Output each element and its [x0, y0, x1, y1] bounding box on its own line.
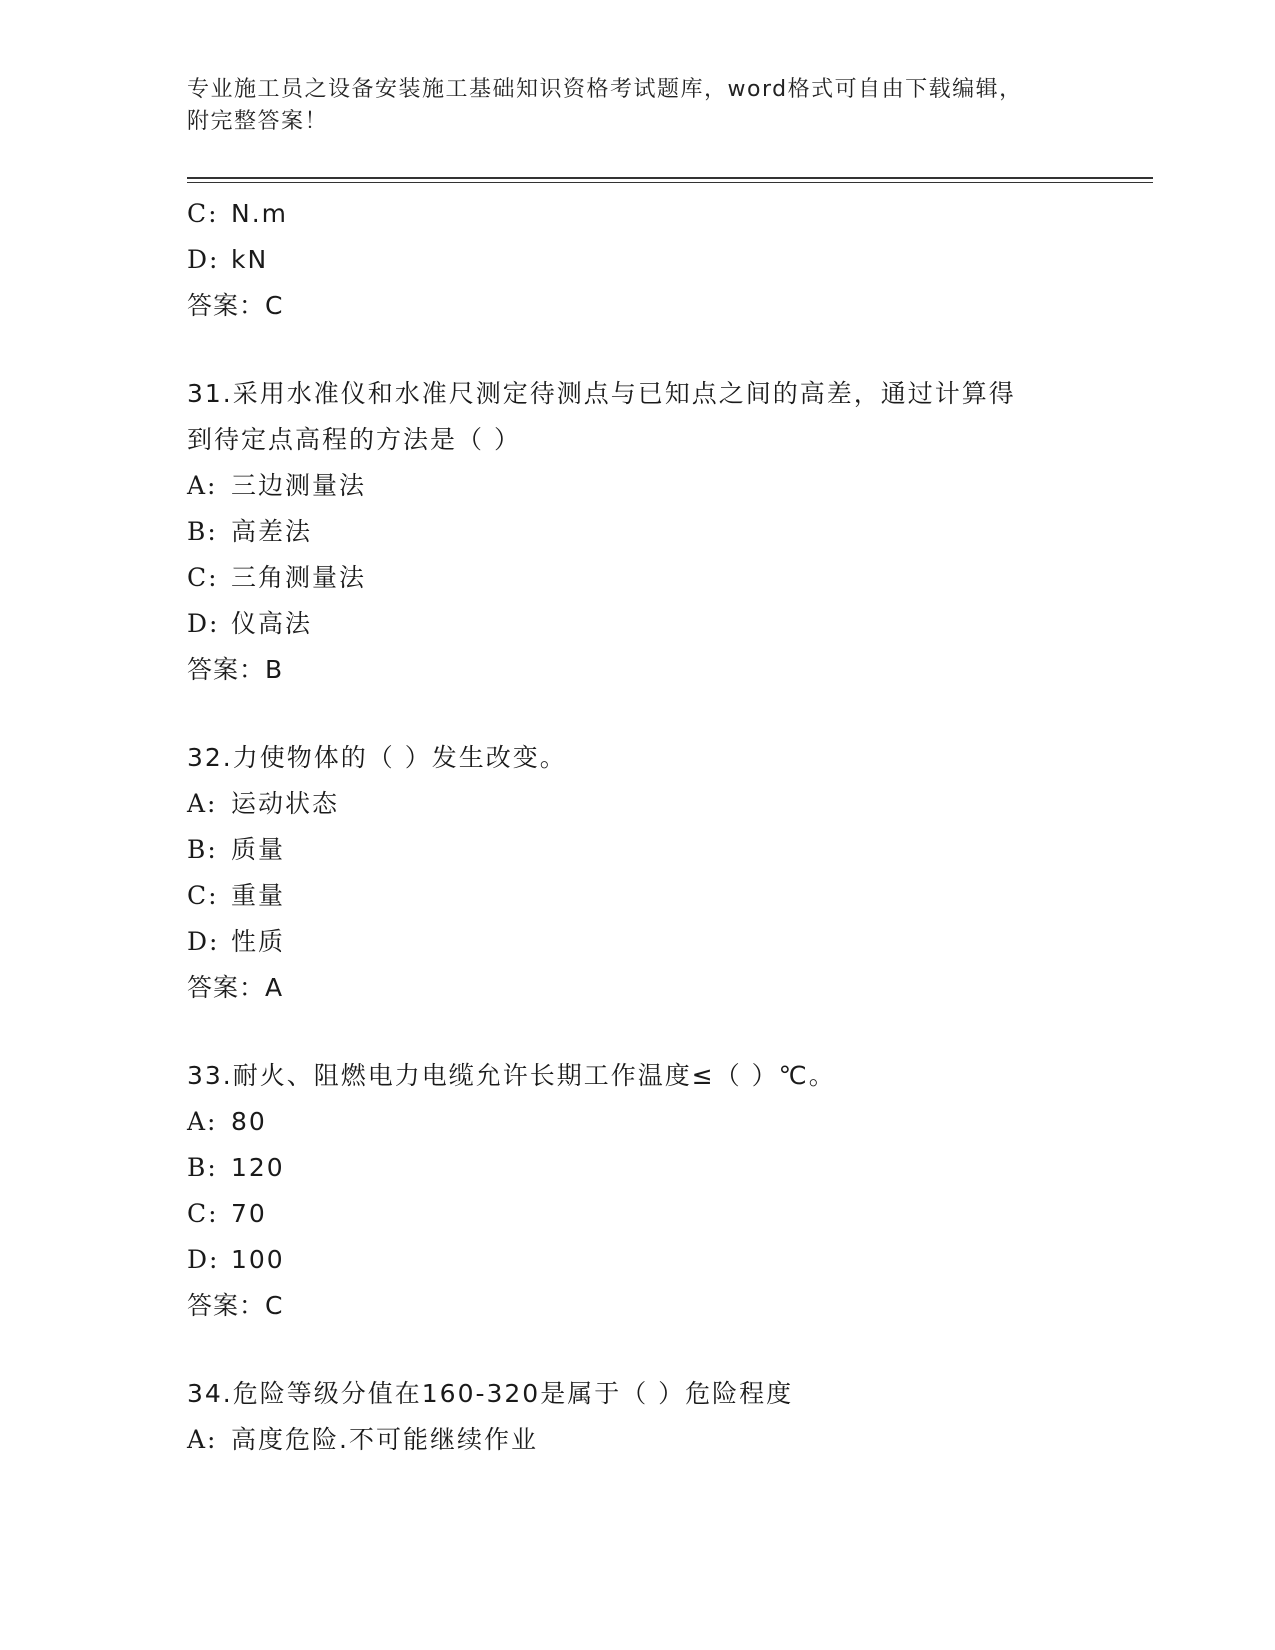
option-d — [187, 601, 1087, 647]
option-letter: D: — [187, 609, 220, 638]
option-b — [187, 827, 1087, 873]
option-b — [187, 509, 1087, 555]
option-text: 高度危险.不可能继续作业 — [231, 1425, 538, 1454]
option-text: 三边测量法 — [231, 471, 367, 500]
question-30-tail — [187, 191, 1087, 329]
option-text: 重量 — [231, 881, 286, 910]
question-stem-line-1: 31.采用水准仪和水准尺测定待测点与已知点之间的高差，通过计算得 — [187, 379, 1016, 408]
option-c — [187, 873, 1087, 919]
question-list — [187, 191, 1087, 1463]
option-c — [187, 1191, 1087, 1237]
question-stem-line-1: 34.危险等级分值在160-320是属于（ ）危险程度 — [187, 1379, 794, 1408]
option-d — [187, 1237, 1087, 1283]
answer-line: 答案：A — [187, 973, 284, 1002]
option-letter: A: — [187, 789, 218, 818]
option-letter: B: — [187, 1153, 218, 1182]
option-text: 70 — [231, 1199, 267, 1228]
option-text: 120 — [231, 1153, 285, 1182]
option-text: 三角测量法 — [231, 563, 367, 592]
option-letter: A: — [187, 471, 218, 500]
question-32 — [187, 735, 1087, 1011]
option-text: 质量 — [231, 835, 286, 864]
answer-line: 答案：B — [187, 655, 284, 684]
header-divider-thin — [187, 182, 1153, 183]
option-text: 100 — [231, 1245, 285, 1274]
question-stem-line-2: 到待定点高程的方法是（ ） — [187, 425, 521, 454]
question-stem-line-1: 33.耐火、阻燃电力电缆允许长期工作温度≤（ ）℃。 — [187, 1061, 836, 1090]
question-31 — [187, 371, 1087, 693]
option-a — [187, 1417, 1087, 1463]
question-34 — [187, 1371, 1087, 1463]
option-letter: D: — [187, 927, 220, 956]
header-title-line-2: 附完整答案！ — [187, 109, 329, 134]
option-c — [187, 191, 1087, 237]
option-text: 80 — [231, 1107, 267, 1136]
option-b — [187, 1145, 1087, 1191]
option-a — [187, 781, 1087, 827]
option-letter: C: — [187, 199, 219, 228]
option-text: N.m — [231, 199, 289, 228]
option-letter: A: — [187, 1425, 218, 1454]
header-title-line-1: 专业施工员之设备安装施工基础知识资格考试题库，word格式可自由下载编辑， — [187, 77, 1023, 102]
document-header — [187, 74, 1077, 138]
option-a — [187, 463, 1087, 509]
question-stem-line-1: 32.力使物体的（ ）发生改变。 — [187, 743, 567, 772]
option-letter: B: — [187, 835, 218, 864]
question-33 — [187, 1053, 1087, 1329]
option-d — [187, 919, 1087, 965]
option-letter: D: — [187, 1245, 220, 1274]
header-divider-thick — [187, 177, 1153, 179]
option-text: 仪高法 — [231, 609, 313, 638]
option-text: 性质 — [231, 927, 286, 956]
option-letter: D: — [187, 245, 220, 274]
option-a — [187, 1099, 1087, 1145]
option-letter: A: — [187, 1107, 218, 1136]
option-letter: C: — [187, 563, 219, 592]
option-letter: C: — [187, 1199, 219, 1228]
option-text: 运动状态 — [231, 789, 340, 818]
option-c — [187, 555, 1087, 601]
option-d — [187, 237, 1087, 283]
option-text: kN — [231, 245, 269, 274]
option-letter: B: — [187, 517, 218, 546]
option-letter: C: — [187, 881, 219, 910]
option-text: 高差法 — [231, 517, 313, 546]
answer-line: 答案：C — [187, 1291, 284, 1320]
answer-line: 答案：C — [187, 291, 284, 320]
